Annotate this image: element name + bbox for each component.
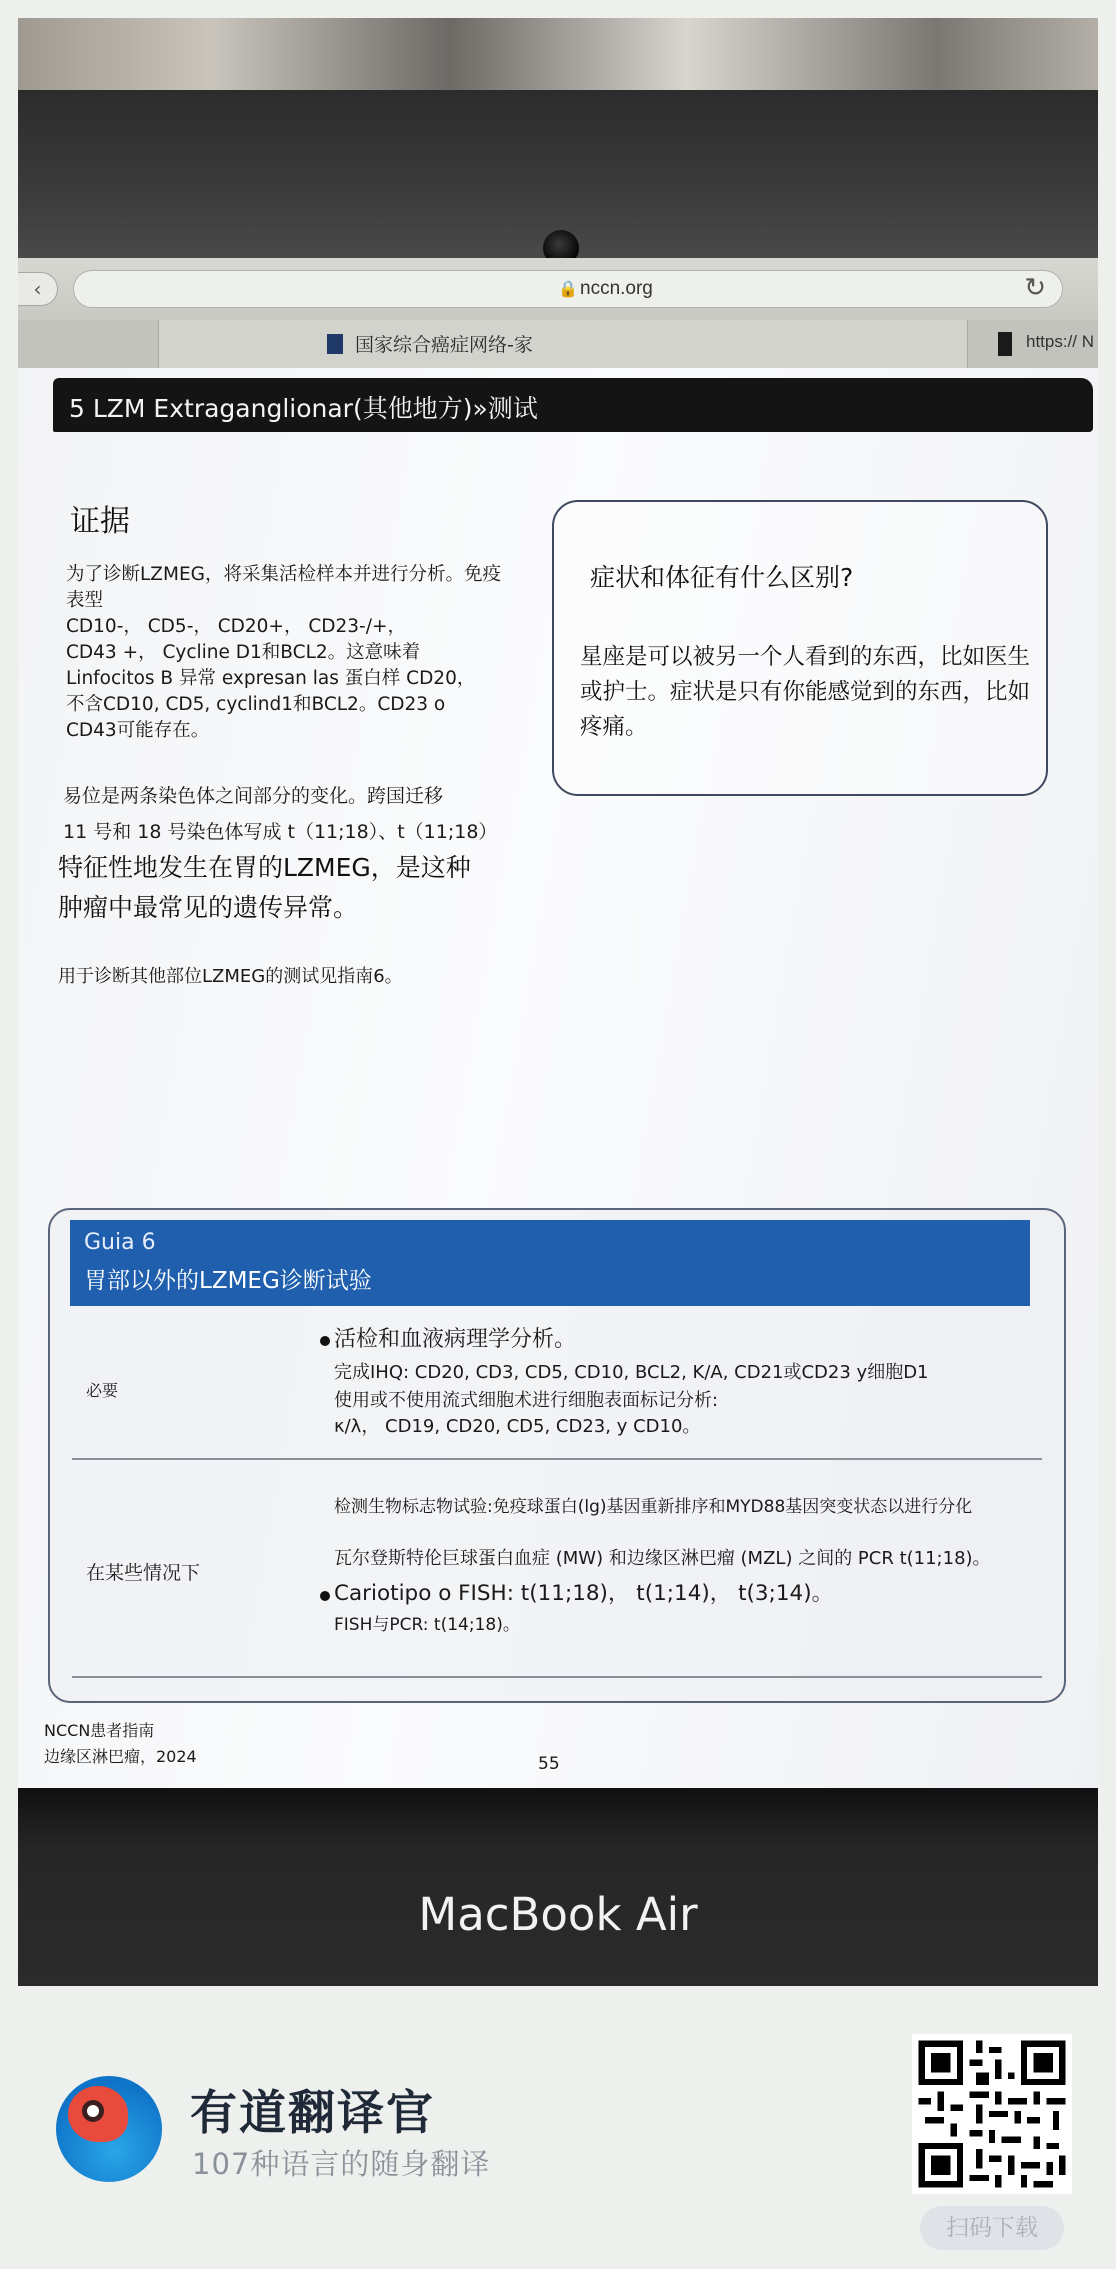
table-cell-line: 使用或不使用流式细胞术进行细胞表面标记分析: [334,1390,719,1411]
evidence-paragraph-1: 为了诊断LZMEG，将采集活检样本并进行分析。免疫表型 CD10-， CD5-， CD20+， CD23-/+， CD43 +， Cycline D1和BCL2。这意味着 Linfocitos B 异常 expresan las 蛋白样 CD20， 不含CD10, CD5, cyclind1和BCL2。CD23 o CD43可能存在。 [66,564,501,741]
bird-eye-shape [82,2100,104,2122]
app-tagline: 107种语言的随身翻译 [192,2147,491,2181]
footer-org: NCCN患者指南 [44,1721,155,1740]
table-cell-line: 瓦尔登斯特伦巨球蛋白血症 (MW) 和边缘区淋巴瘤 (MZL) 之间的 PCR t(11;18)。 [334,1548,991,1569]
laptop-bottom-bezel [18,1788,1098,1986]
favicon-icon [327,334,343,354]
callout-title: 症状和体征有什么区别? [590,563,854,592]
guide-table [48,1208,1066,1703]
scan-download-button[interactable]: 扫码下载 [920,2206,1064,2250]
laptop-top-bezel [18,90,1098,260]
lock-icon: 🔒 [558,279,578,298]
laptop-model-label: MacBook Air [418,1888,698,1941]
evidence-paragraph-3: 特征性地发生在胃的LZMEG，是这种 肿瘤中最常见的遗传异常。 [58,853,471,922]
bullet-icon [320,1336,330,1346]
section-header [53,378,1093,432]
tab-favicon-icon [998,332,1012,356]
table-cell-line: Cariotipo o FISH: t(11;18)， t(1;14)， t(3;14)。 [334,1581,834,1606]
table-cell-line: FISH与PCR: t(14;18)。 [334,1615,520,1635]
guide-number: Guia 6 [84,1230,156,1255]
evidence-paragraph-2: 易位是两条染色体之间部分的变化。跨国迁移 11 号和 18 号染色体写成 t（11;18）、t（11;18） [63,785,498,843]
guide-header [70,1220,1030,1306]
app-name: 有道翻译官 [190,2086,435,2141]
address-bar[interactable] [73,270,1063,308]
tab-title: 国家综合癌症网络-家 [355,334,533,356]
evidence-heading: 证据 [70,504,130,539]
reload-icon[interactable]: ↻ [1024,273,1046,303]
background-room [18,18,1098,90]
table-cell-line: 活检和血液病理学分析。 [334,1327,577,1352]
page-footer [44,1718,197,1770]
row-divider [72,1676,1042,1678]
table-row-label: 在某些情况下 [86,1562,201,1584]
table-cell-line: κ/λ， CD19, CD20, CD5, CD23, y CD10。 [334,1416,701,1437]
page-number: 55 [538,1754,560,1774]
app-logo-icon [56,2076,162,2182]
guide-title: 胃部以外的LZMEG诊断试验 [84,1268,372,1294]
photo-frame [18,18,1098,1986]
row-divider [72,1458,1042,1460]
bullet-icon [320,1591,330,1601]
tab-strip [18,320,1098,368]
table-cell-line: 完成IHQ: CD20, CD3, CD5, CD10, BCL2, K/A, CD21或CD23 y细胞D1 [334,1362,929,1383]
document-page [18,368,1098,1788]
tab-secondary[interactable]: https:// N [1026,332,1095,351]
qr-code-icon[interactable] [912,2034,1072,2194]
back-button[interactable]: ‹ [18,272,58,306]
table-row-label: 必要 [86,1381,119,1400]
footer-subtitle: 边缘区淋巴瘤，2024 [44,1747,197,1766]
address-url: nccn.org [580,278,653,299]
symptom-callout [552,500,1048,796]
tab-active[interactable] [158,320,968,368]
browser-toolbar [18,258,1098,320]
section-header-text: 5 LZM Extraganglionar(其他地方)»测试 [69,394,538,423]
evidence-paragraph-4: 用于诊断其他部位LZMEG的测试见指南6。 [58,966,403,987]
table-cell-line: 检测生物标志物试验:免疫球蛋白(lg)基因重新排序和MYD88基因突变状态以进行分化 [334,1497,973,1517]
callout-body: 星座是可以被另一个人看到的东西，比如医生或护士。症状是只有你能感觉到的东西，比如疼痛。 [580,644,1031,740]
